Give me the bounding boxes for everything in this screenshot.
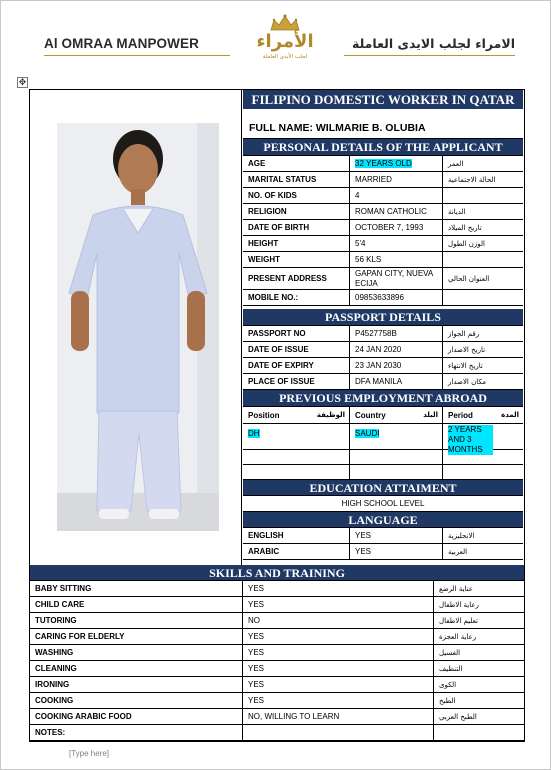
skill-row-value: YES xyxy=(243,597,434,612)
skill-row xyxy=(30,677,524,693)
personal-row-ar: تاريخ الميلاد xyxy=(448,223,482,232)
logo-subtitle: لجلب الأيدي العاملة xyxy=(262,54,308,60)
employment-col-position-en: Position xyxy=(248,410,280,420)
skill-row-ar: رعاية العجزة xyxy=(439,632,477,641)
language-row-value: YES xyxy=(350,544,443,559)
passport-row-label: PASSPORT NO xyxy=(243,326,350,341)
skill-row-value: NO, WILLING TO LEARN xyxy=(243,709,434,724)
personal-row-ar xyxy=(443,290,523,305)
passport-row-ar: تاريخ الانتهاء xyxy=(448,361,483,370)
skill-row-label: COOKING xyxy=(30,693,243,708)
personal-row-label: MARITAL STATUS xyxy=(243,172,350,187)
passport-row-label: DATE OF EXPIRY xyxy=(243,358,350,373)
personal-row-value: 5'4 xyxy=(350,236,443,251)
personal-row xyxy=(243,252,523,268)
employment-col-country-ar: البلد xyxy=(423,411,438,419)
company-logo xyxy=(239,14,331,64)
personal-row xyxy=(243,236,523,252)
employment-col-position-ar: الوظيفة xyxy=(316,411,345,419)
letterhead xyxy=(40,14,515,66)
skill-row-label: WASHING xyxy=(30,645,243,660)
section-skills-training: SKILLS AND TRAINING xyxy=(30,565,524,581)
skill-row-ar: عناية الرضع xyxy=(439,584,473,593)
skill-row-label: TUTORING xyxy=(30,613,243,628)
move-icon[interactable]: ✥ xyxy=(18,77,27,87)
personal-row-value: 56 KLS xyxy=(350,252,443,267)
personal-row xyxy=(243,290,523,306)
passport-row-ar: تاريخ الاصدار xyxy=(448,345,486,354)
company-name-ar: الامراء لجلب الايدى العاملة xyxy=(352,36,515,51)
personal-row xyxy=(243,188,523,204)
skill-row-ar: الكوى xyxy=(439,680,457,689)
skill-row xyxy=(30,693,524,709)
full-name: FULL NAME: WILMARIE B. OLUBIA xyxy=(243,117,523,139)
education-level: HIGH SCHOOL LEVEL xyxy=(243,496,523,512)
skill-row-value xyxy=(243,725,434,740)
skill-row-value: YES xyxy=(243,581,434,596)
personal-row-ar: الحالة الاجتماعية xyxy=(448,175,496,184)
personal-row-value: 32 YEARS OLD xyxy=(350,156,443,171)
personal-row-label: AGE xyxy=(243,156,350,171)
employment-row-empty xyxy=(243,465,523,480)
passport-row xyxy=(243,358,523,374)
skill-row xyxy=(30,597,524,613)
skill-row-ar xyxy=(434,725,524,740)
language-row-value: YES xyxy=(350,528,443,543)
employment-col-position xyxy=(243,407,350,423)
personal-row xyxy=(243,172,523,188)
employment-col-period-en: Period xyxy=(448,410,473,420)
skill-row-label: CARING FOR ELDERLY xyxy=(30,629,243,644)
section-personal-details: PERSONAL DETAILS OF THE APPLICANT xyxy=(243,139,523,156)
personal-row-ar: العمر xyxy=(448,159,464,168)
passport-row xyxy=(243,342,523,358)
skill-row-ar: الغسيل xyxy=(439,648,461,657)
personal-row-label: RELIGION xyxy=(243,204,350,219)
employment-row-empty xyxy=(243,450,523,465)
language-row-label: ENGLISH xyxy=(243,528,350,543)
personal-row-label: NO. OF KIDS xyxy=(243,188,350,203)
personal-row-label: PRESENT ADDRESS xyxy=(243,268,350,289)
language-row-ar: الانجليزية xyxy=(448,531,475,540)
passport-row-ar: رقم الجواز xyxy=(448,329,480,338)
skill-row-value: NO xyxy=(243,613,434,628)
personal-row-ar: الديانة xyxy=(448,207,466,216)
section-education: EDUCATION ATTAIMENT xyxy=(243,480,523,496)
language-row-ar: العربية xyxy=(448,547,468,556)
skill-row-ar: رعاية الاطفال xyxy=(439,600,479,609)
company-name-en: Al OMRAA MANPOWER xyxy=(44,36,199,51)
personal-row-value: 09853633896 xyxy=(350,290,443,305)
employment-row xyxy=(243,424,523,454)
employment-col-country-en: Country xyxy=(355,410,386,420)
skill-row-value: YES xyxy=(243,661,434,676)
header-rule-right xyxy=(344,55,515,56)
employment-col-period-ar: المدة xyxy=(501,411,519,419)
personal-row-ar xyxy=(443,252,523,267)
employment-col-period xyxy=(443,407,523,423)
personal-row-label: DATE OF BIRTH xyxy=(243,220,350,235)
personal-row-ar: الوزن الطول xyxy=(448,239,485,248)
skill-row-ar: الطبخ العربي xyxy=(439,712,477,721)
personal-row xyxy=(243,204,523,220)
skill-row-value: YES xyxy=(243,629,434,644)
personal-row xyxy=(243,156,523,172)
document-title: FILIPINO DOMESTIC WORKER IN QATAR xyxy=(243,90,523,110)
language-row xyxy=(243,544,523,560)
personal-row-label: WEIGHT xyxy=(243,252,350,267)
language-row-label: ARABIC xyxy=(243,544,350,559)
skill-row-label: CHILD CARE xyxy=(30,597,243,612)
passport-row xyxy=(243,326,523,342)
personal-row-value: ROMAN CATHOLIC xyxy=(350,204,443,219)
header-rule-left xyxy=(44,55,230,56)
skill-row-label: CLEANING xyxy=(30,661,243,676)
skill-row xyxy=(30,709,524,725)
employment-country: SAUDI xyxy=(350,424,443,449)
passport-row-label: PLACE OF ISSUE xyxy=(243,374,350,389)
section-previous-employment: PREVIOUS EMPLOYMENT ABROAD xyxy=(243,390,523,407)
logo-arabic-text: الأمراء xyxy=(256,31,314,52)
skill-row-label: NOTES: xyxy=(30,725,243,740)
skill-row-value: YES xyxy=(243,677,434,692)
employment-header-row xyxy=(243,407,523,424)
passport-row-value: 24 JAN 2020 xyxy=(350,342,443,357)
skill-row-ar: تعليم الاطفال xyxy=(439,616,478,625)
employment-period: 2 YEARS AND 3 MONTHS xyxy=(443,424,523,449)
personal-row-ar xyxy=(443,188,523,203)
personal-row-value: OCTOBER 7, 1993 xyxy=(350,220,443,235)
personal-row-label: MOBILE NO.: xyxy=(243,290,350,305)
passport-row xyxy=(243,374,523,390)
applicant-photo xyxy=(57,123,219,531)
skill-row-label: COOKING ARABIC FOOD xyxy=(30,709,243,724)
passport-row-value: P4527758B xyxy=(350,326,443,341)
skill-row xyxy=(30,629,524,645)
section-passport-details: PASSPORT DETAILS xyxy=(243,309,523,326)
passport-row-value: 23 JAN 2030 xyxy=(350,358,443,373)
crown-icon xyxy=(269,14,301,32)
skill-row xyxy=(30,645,524,661)
skill-row xyxy=(30,581,524,597)
skill-row xyxy=(30,613,524,629)
personal-row-label: HEIGHT xyxy=(243,236,350,251)
personal-row-value: GAPAN CITY, NUEVA ECIJA xyxy=(350,268,443,289)
personal-row-value: 4 xyxy=(350,188,443,203)
skill-row-ar: التنظيف xyxy=(439,664,463,673)
skill-row xyxy=(30,725,524,741)
personal-row xyxy=(243,268,523,290)
employment-position: DH xyxy=(243,424,350,449)
passport-row-ar: مكان الاصدار xyxy=(448,377,486,386)
language-row xyxy=(243,528,523,544)
personal-row-ar: العنوان الحالي xyxy=(448,274,490,283)
personal-row-value: MARRIED xyxy=(350,172,443,187)
personal-row xyxy=(243,220,523,236)
section-language: LANGUAGE xyxy=(243,512,523,528)
passport-row-label: DATE OF ISSUE xyxy=(243,342,350,357)
skill-row xyxy=(30,661,524,677)
skill-row-label: IRONING xyxy=(30,677,243,692)
skill-row-value: YES xyxy=(243,693,434,708)
passport-row-value: DFA MANILA xyxy=(350,374,443,389)
skill-row-ar: الطبخ xyxy=(439,696,456,705)
skill-row-value: YES xyxy=(243,645,434,660)
footer-placeholder[interactable]: [Type here] xyxy=(69,749,110,758)
skill-row-label: BABY SITTING xyxy=(30,581,243,596)
employment-col-country xyxy=(350,407,443,423)
spacer xyxy=(243,110,523,117)
